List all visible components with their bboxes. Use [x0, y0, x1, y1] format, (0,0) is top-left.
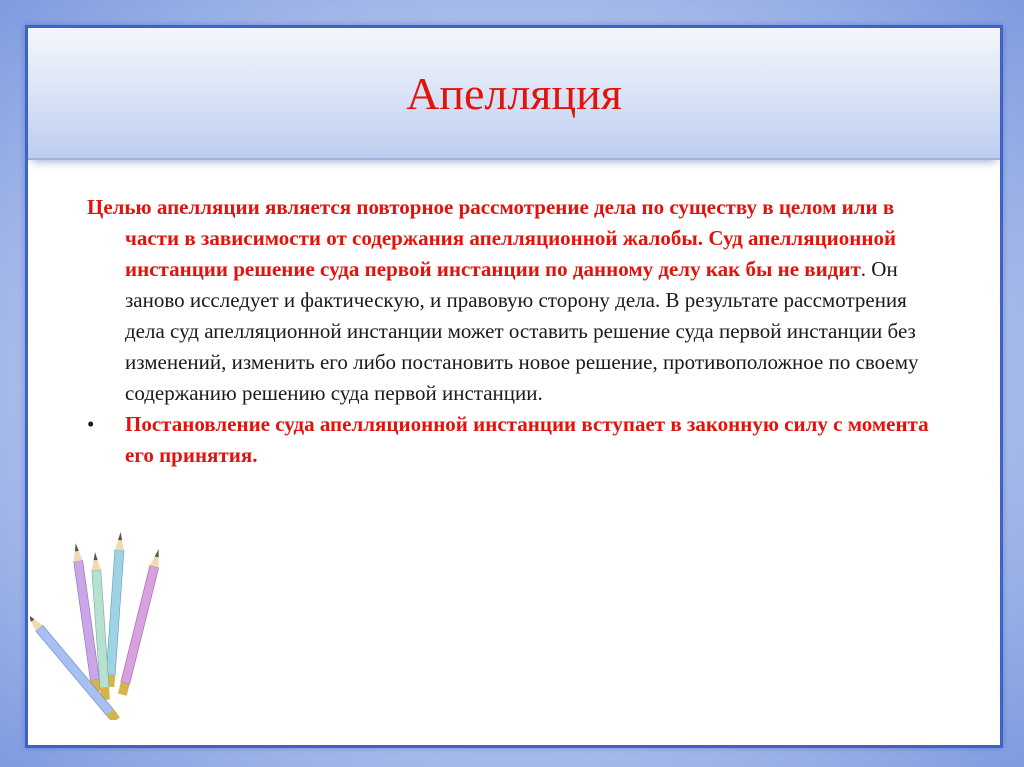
pencil-2: [105, 532, 125, 687]
bullet-marker: •: [87, 412, 95, 436]
pencil-3: [118, 548, 163, 696]
title-band: [28, 28, 1000, 160]
pencils-icon: [30, 520, 180, 720]
paragraph-bullet: [87, 409, 947, 471]
slide-content: [87, 192, 947, 471]
paragraph-bold-intro: Целью апелляции является повторное рассмотрение дела по существу в целом или в части в зависимости от содержания апелляционной жалобы.: [87, 195, 895, 250]
paragraph-regular: . Он заново исследует и фактическую, и правовую сторону дела. В результате рассмотрения дела суд апелляционной инстанции может оставить решение суда первой инстанции без изменений, изменить его либо постановить новое решение, противоположное по своему содержанию решению суда первой инстанции.: [125, 257, 919, 405]
paragraph-bullet-text: Постановление суда апелляционной инстанции вступает в законную силу с момента его принятия.: [125, 412, 929, 467]
paragraph-main: [87, 192, 947, 409]
slide-title: Апелляция: [406, 68, 622, 119]
paragraph-bold-court: Суд апелляционной инстанции решение суда первой инстанции по данному делу как бы не видит: [125, 226, 897, 281]
